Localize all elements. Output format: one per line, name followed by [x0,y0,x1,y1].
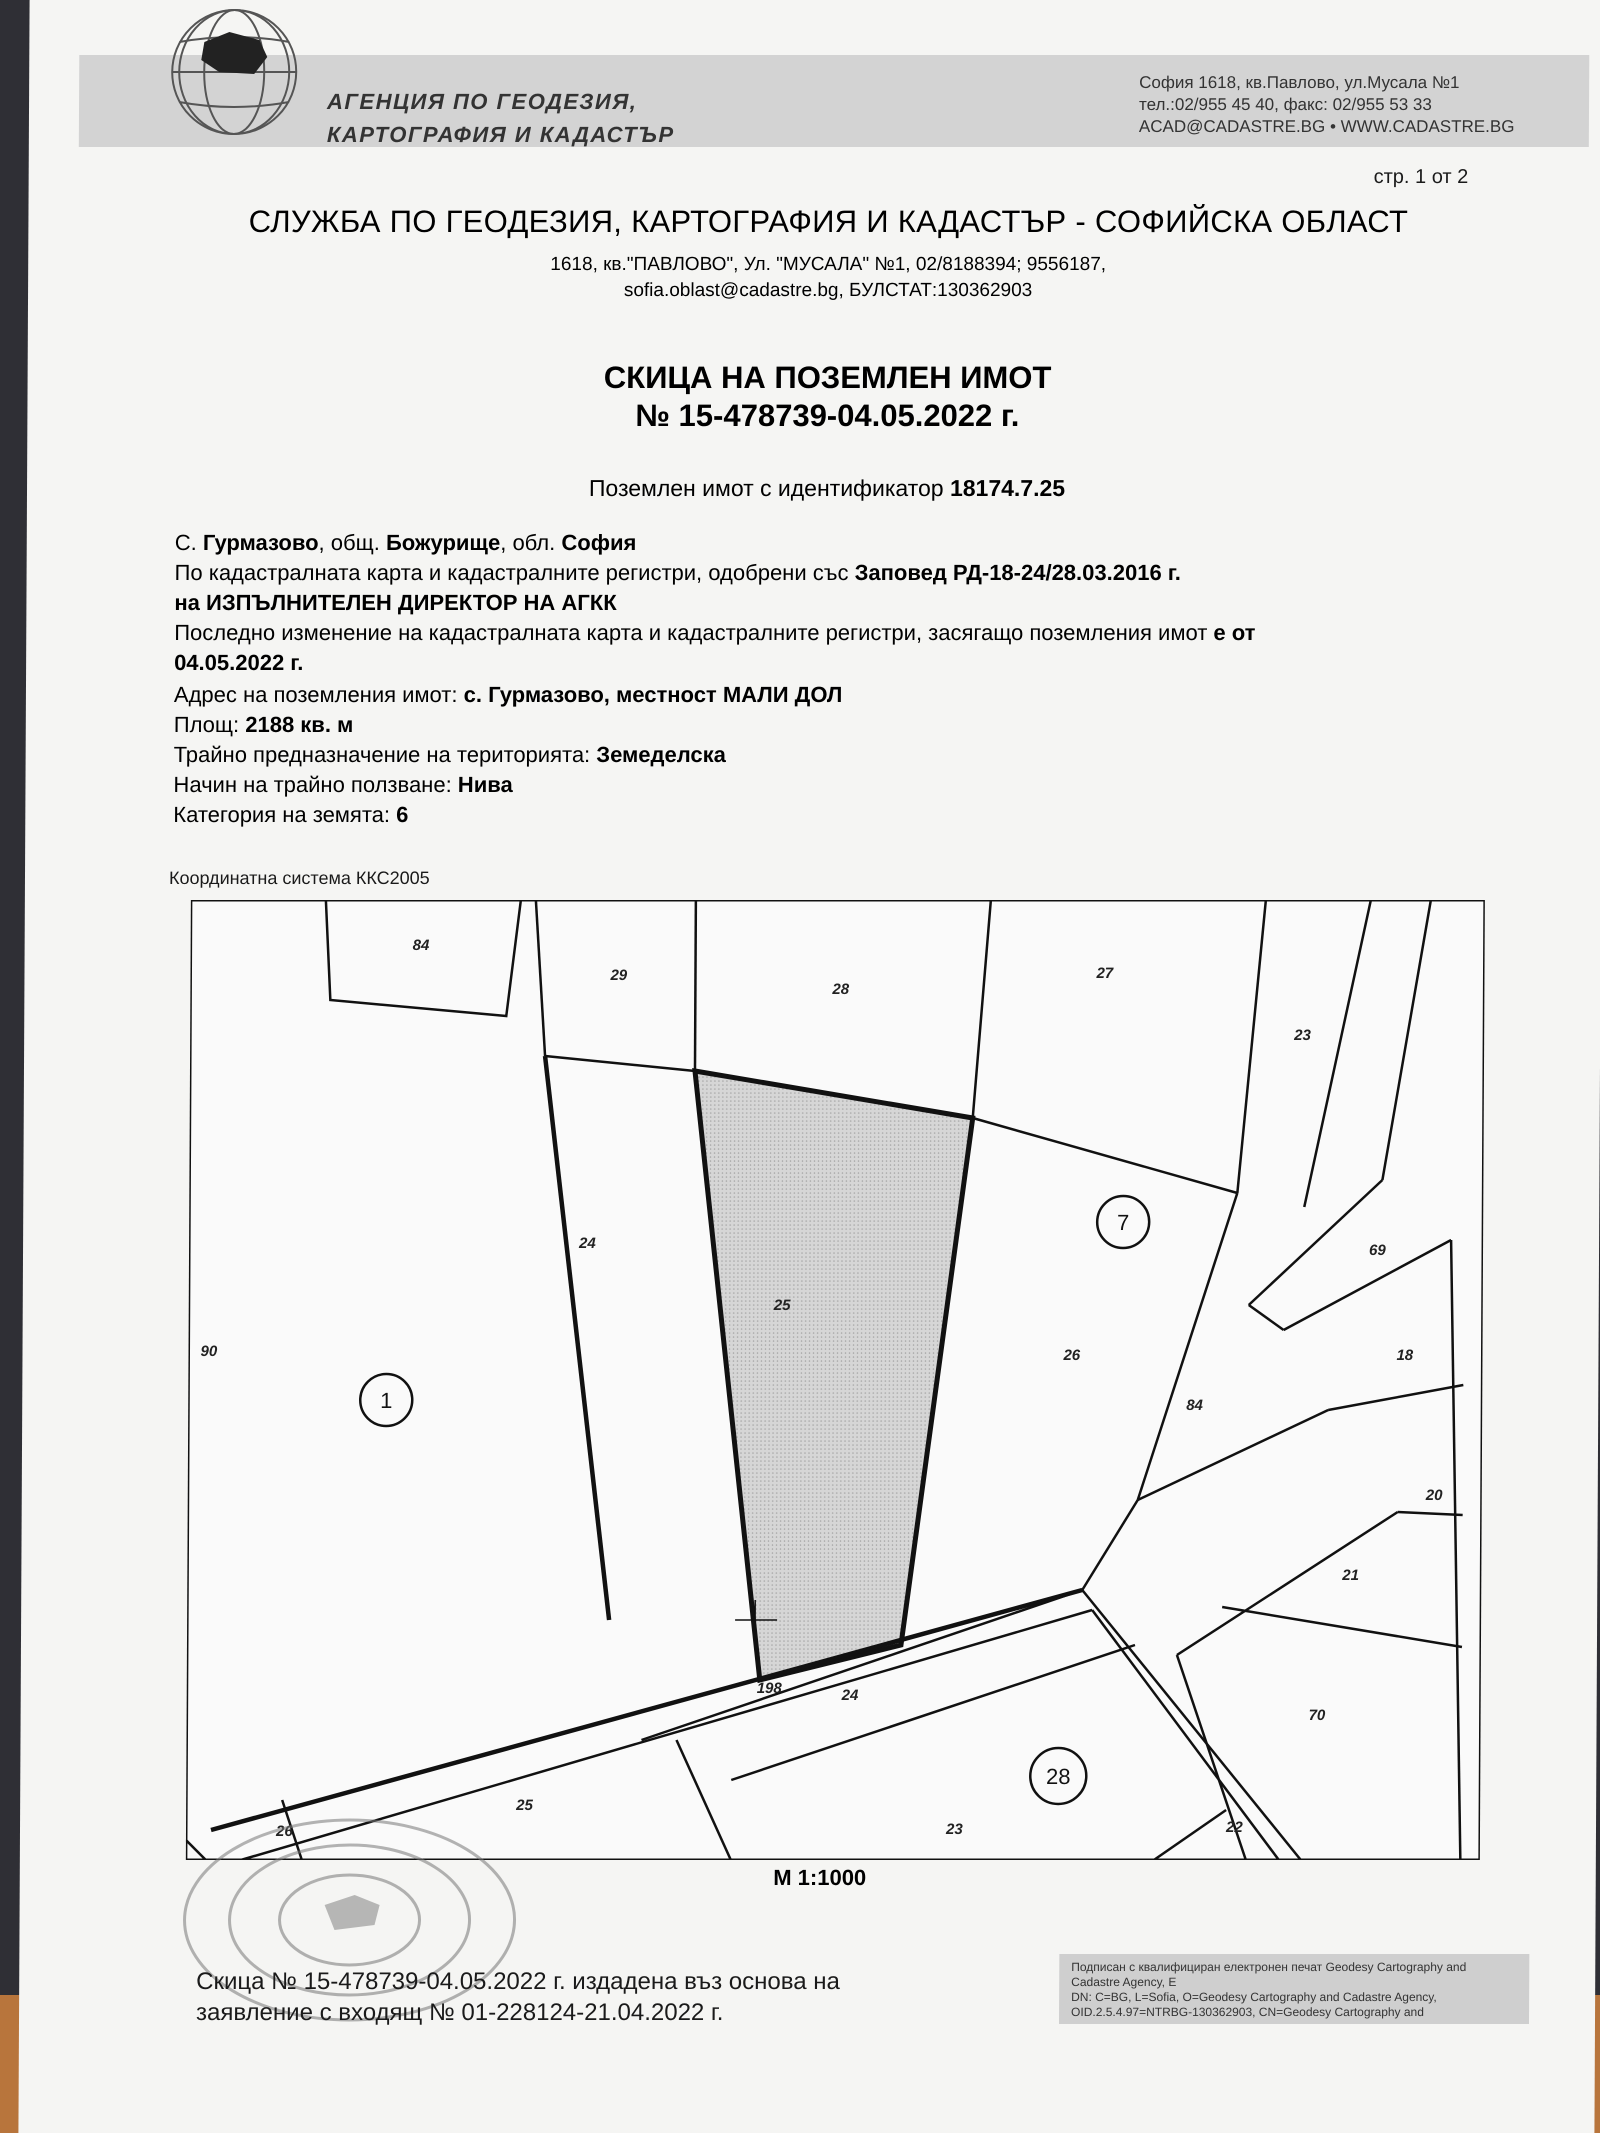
parcel-label-90: 90 [200,1343,218,1360]
zone-label-7: 7 [1116,1210,1130,1235]
page-number: стр. 1 от 2 [1373,166,1469,188]
contact-address: София 1618, кв.Павлово, ул.Мусала №1 [1139,73,1460,92]
signature-line2: DN: C=BG, L=Sofia, O=Geodesy Cartography and Cadastre Agency, [1071,1990,1437,2004]
parcel-label-27: 27 [1096,965,1114,982]
footer-line1: Скица № 15-478739-04.05.2022 г. издадена въз основа на [196,1968,840,1995]
contact-phone: тел.:02/955 45 40, факс: 02/955 53 33 [1138,95,1432,114]
address-value: с. Гурмазово, местност МАЛИ ДОЛ [463,682,843,707]
agency-name-line1: АГЕНЦИЯ ПО ГЕОДЕЗИЯ, [326,89,638,114]
zone-label-28: 28 [1045,1764,1071,1789]
parcel-label-24-left: 24 [579,1235,596,1252]
parcel-identifier [27,475,1600,502]
parcel-label-70: 70 [1308,1707,1326,1724]
parcel-label-23-bottom: 23 [945,1821,963,1838]
village-prefix: С. [174,530,197,555]
address-line [174,680,843,710]
category-line [173,800,408,830]
purpose-value: Земеделска [596,742,727,767]
parcel-label-26: 26 [1063,1347,1081,1364]
contact-web: ACAD@CADASTRE.BG • WWW.CADASTRE.BG [1138,117,1515,136]
parcel-label-26-bottom: 26 [275,1823,293,1840]
signature-line3: OID.2.5.4.97=NTRBG-130362903, CN=Geodesy Cartography and [1071,2005,1424,2019]
parcel-label-25-bottom: 25 [516,1797,533,1814]
parcel-label-24-bottom: 24 [841,1687,859,1704]
cadastral-map [186,900,1485,1860]
approval-by: на ИЗПЪЛНИТЕЛЕН ДИРЕКТОР НА АГКК [174,590,617,615]
office-address: 1618, кв."ПАВЛОВО", Ул. "МУСАЛА" №1, 02/8188394; 9556187, [550,254,1107,275]
municipality-name: Божурище [385,530,501,555]
parcel-label-20: 20 [1425,1487,1443,1504]
last-change-text: Последно изменение на кадастралната карта и кадастралните регистри, засягащо поземления имот [174,620,1208,645]
parcel-label-69: 69 [1368,1242,1386,1259]
village-name: Гурмазово [202,530,319,555]
last-change-date: 04.05.2022 г. [174,650,304,675]
office-title: СЛУЖБА ПО ГЕОДЕЗИЯ, КАРТОГРАФИЯ И КАДАСТЪР - СОФИЙСКА ОБЛАСТ [248,204,1409,239]
footer-issuance [196,1966,840,2028]
area-value: 2188 кв. м [245,712,354,737]
map-scale: М 1:1000 [773,1865,867,1890]
parcel-label-25-main: 25 [773,1297,791,1314]
last-change-line [174,618,1255,648]
municipality-prefix: , общ. [318,530,380,555]
purpose-line [174,740,726,770]
signature-line1: Подписан с квалифициран електронен печат Geodesy Cartography and Cadastre Agency, E [1071,1960,1467,1989]
region-prefix: , обл. [500,530,556,555]
parcel-label-84-top: 84 [412,937,430,954]
parcel-label-21: 21 [1342,1567,1360,1584]
agency-contact [1139,72,1515,138]
approval-text: По кадастралната карта и кадастралните регистри, одобрени със [174,560,849,585]
approval-order: Заповед РД-18-24/28.03.2016 г. [854,560,1181,585]
usage-line [173,770,512,800]
parcel-label-28-top: 28 [832,981,850,998]
usage-label: Начин на трайно ползване: [173,772,452,797]
coordinate-system: Координатна система ККС2005 [168,868,430,888]
last-change-suffix: е от [1213,620,1256,645]
usage-value: Нива [457,772,513,797]
identifier-label: Поземлен имот с идентификатор [588,475,944,501]
agency-name-line2: КАРТОГРАФИЯ И КАДАСТЪР [326,122,675,147]
parcel-label-29: 29 [610,967,628,984]
area-line [174,710,354,740]
approval-line [175,558,1181,588]
category-value: 6 [396,802,409,827]
agency-name [327,85,675,151]
identifier-value: 18174.7.25 [949,475,1066,501]
electronic-signature [1059,1954,1529,2024]
address-label: Адрес на поземления имот: [173,682,458,707]
document-number: № 15-478739-04.05.2022 г. [635,398,1020,433]
office-email: sofia.oblast@cadastre.bg, БУЛСТАТ:130362903 [623,280,1033,301]
parcel-label-23-top: 23 [1294,1027,1311,1044]
agency-globe-logo-icon [159,2,310,142]
parcel-label-22: 22 [1225,1819,1243,1836]
area-label: Площ: [173,712,240,737]
document-title: СКИЦА НА ПОЗЕМЛЕН ИМОТ [603,360,1052,395]
parcel-label-18: 18 [1396,1347,1414,1364]
parcel-label-84-mid: 84 [1186,1397,1203,1414]
document-page [18,0,1600,2133]
purpose-label: Трайно предназначение на територията: [173,742,591,767]
parcel-label-198: 198 [756,1680,782,1697]
footer-line2: заявление с входящ № 01-228124-21.04.2022 г. [195,1999,724,2026]
zone-label-1: 1 [380,1388,393,1413]
region-name: София [561,530,637,555]
category-label: Категория на земята: [173,802,391,827]
location-line [175,528,637,558]
